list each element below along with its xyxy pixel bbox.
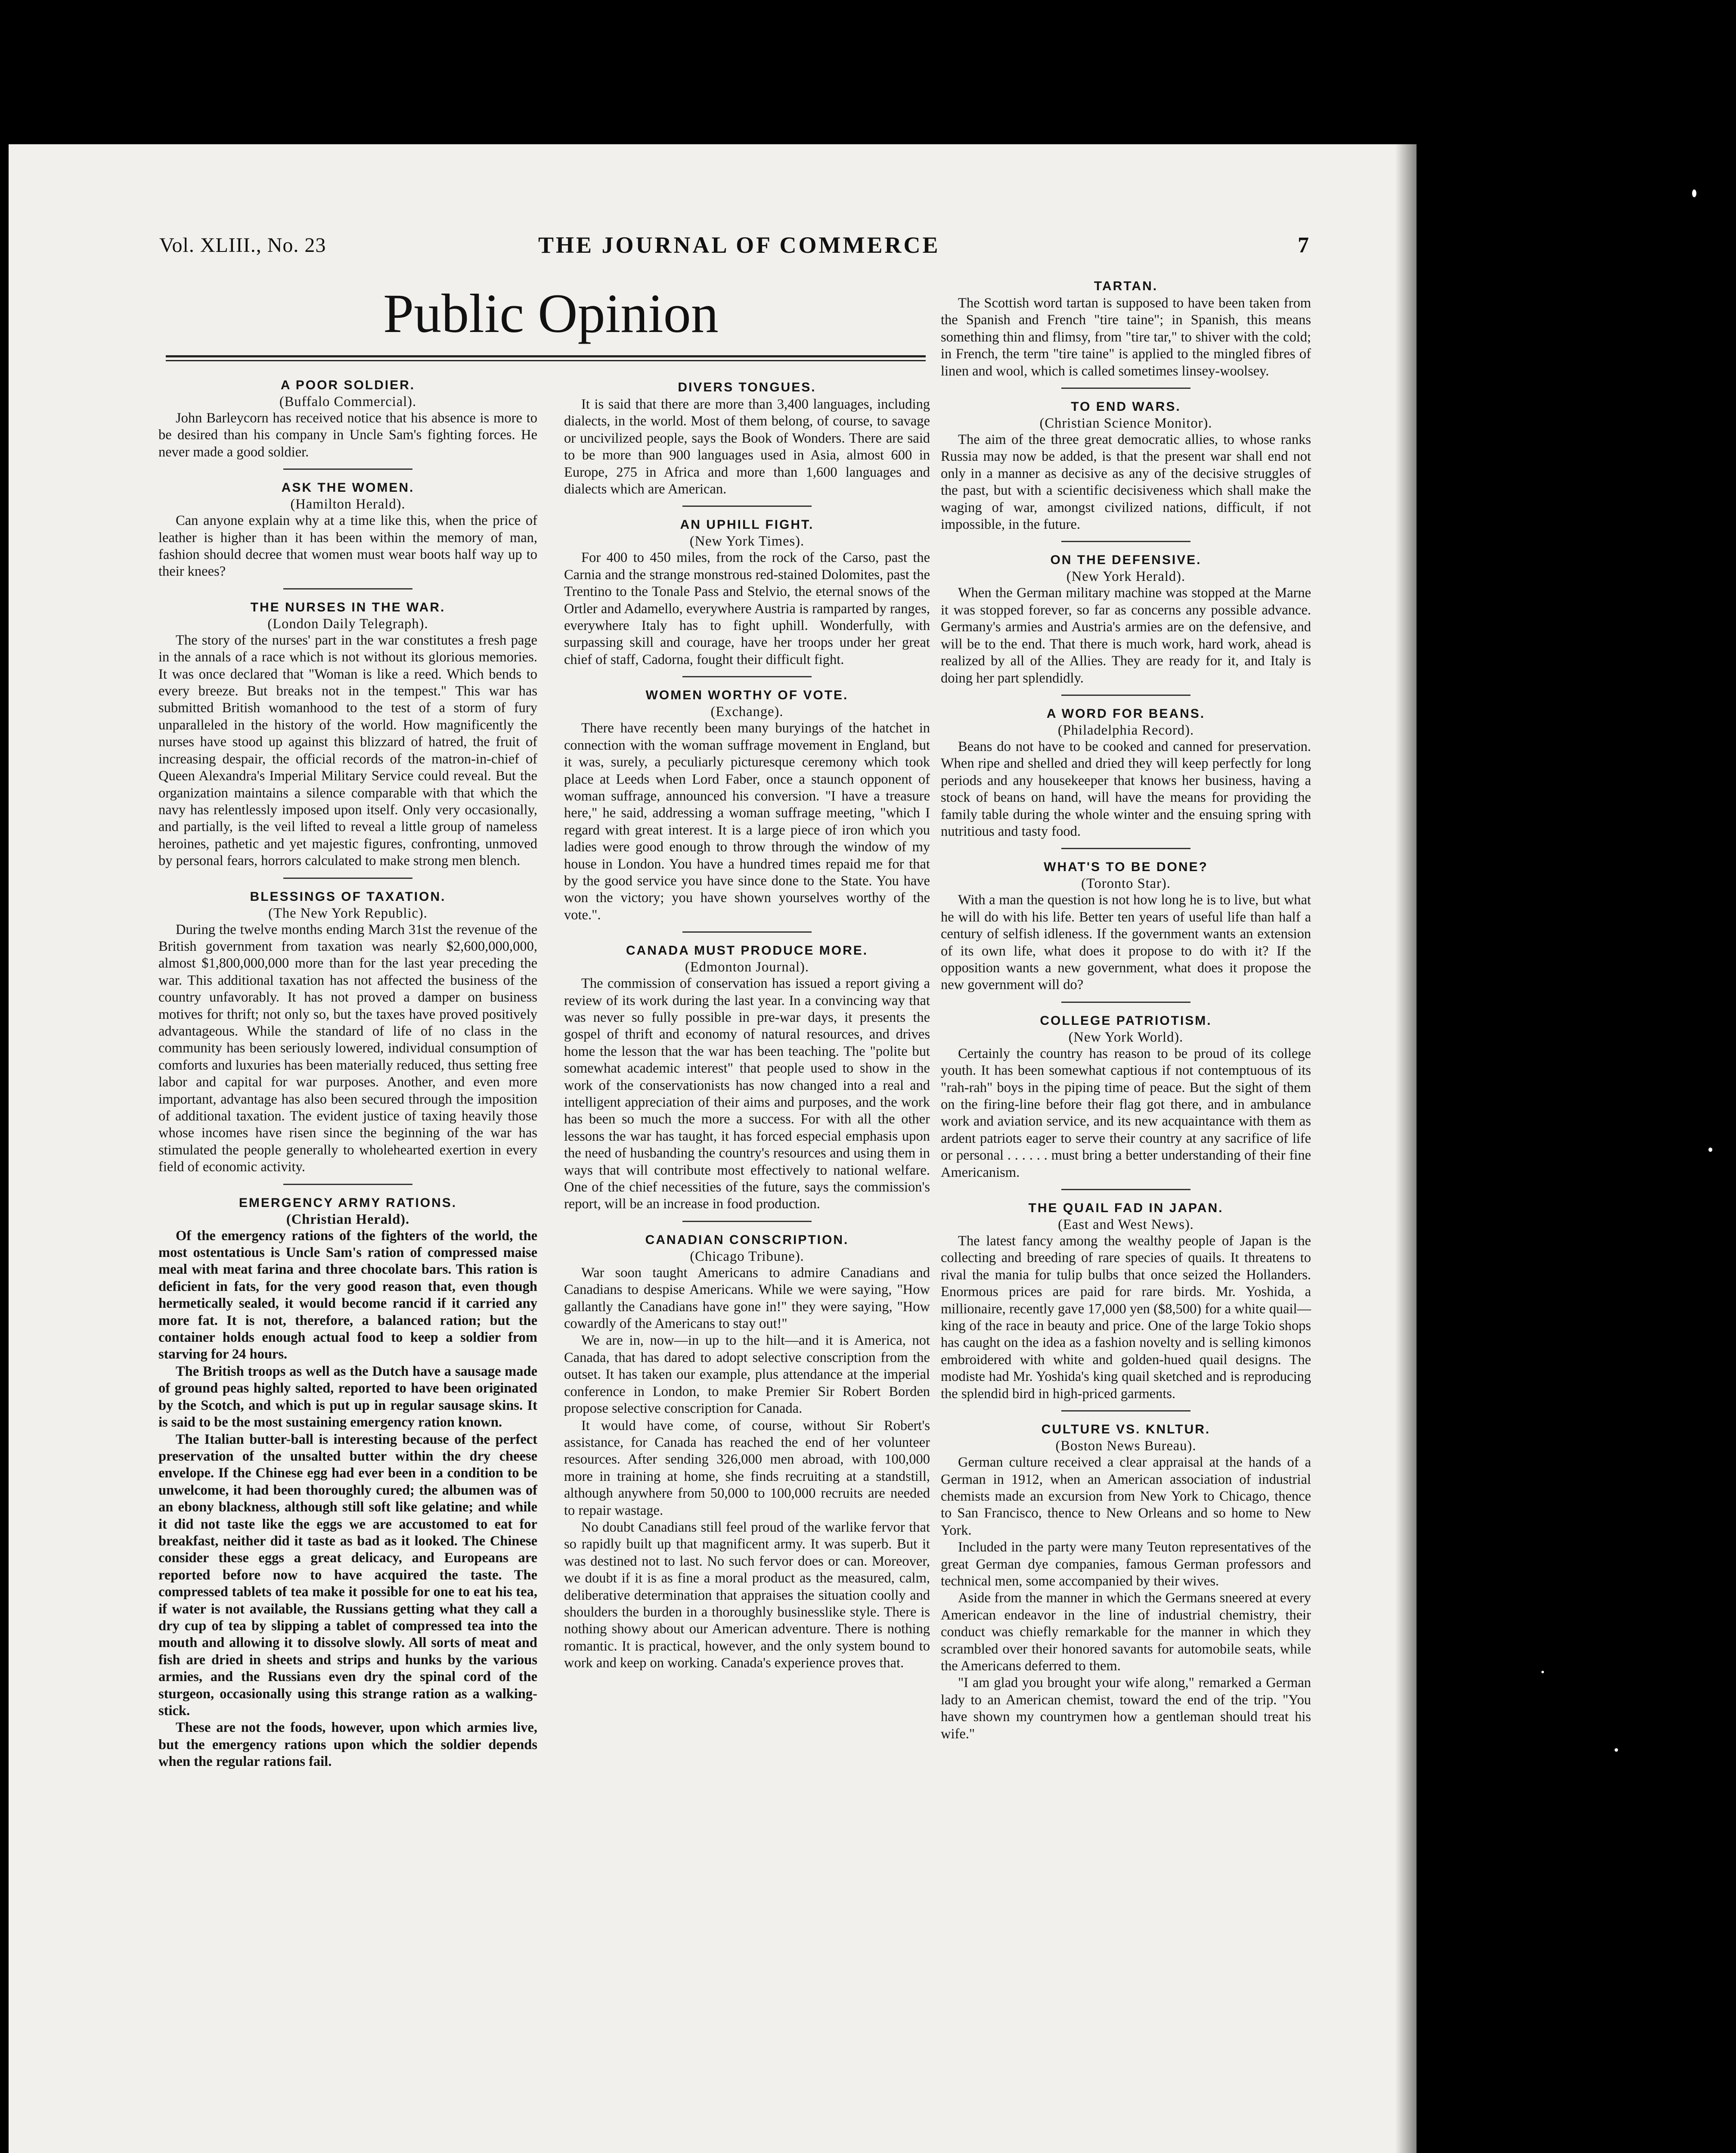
article-heading: TO END WARS. bbox=[1071, 400, 1181, 414]
article-body bbox=[564, 975, 930, 1213]
article bbox=[564, 687, 930, 933]
article bbox=[941, 859, 1311, 1002]
article bbox=[941, 398, 1311, 542]
article-paragraph: No doubt Canadians still feel proud of the warlike fervor that so rapidly built up that magnificent army. It was superb. But it was destined not to last. No such fervor does or can. Moreover, we doubt if it is as fine a moral product as the measured, calm, deliberative determination that appraises the situation coolly and shoulders the burden in a thoroughly businesslike style. There is nothing showy about our American adventure. There is nothing romantic. It is practical, however, and the only system bound to work and keep on working. Canada's experience proves that. bbox=[564, 1519, 930, 1671]
article-source: (Exchange). bbox=[710, 704, 784, 720]
article-paragraph: The Scottish word tartan is supposed to have been taken from the Spanish and French "tire taine"; in Spanish, this means something thin and flimsy, from "tire tar," to shiver with the cold; in French, the term "tire taine" is applied to the mingled fibres of linen and wool, which is called sometimes linsey-woolsey. bbox=[941, 295, 1311, 379]
article-body bbox=[158, 410, 537, 461]
film-speck bbox=[1615, 1748, 1618, 1752]
article-source: (Christian Herald). bbox=[286, 1211, 410, 1227]
article-heading: A WORD FOR BEANS. bbox=[1046, 706, 1206, 721]
article-heading: CANADA MUST PRODUCE MORE. bbox=[626, 943, 868, 958]
article-paragraph: The aim of the three great democratic allies, to whose ranks Russia may now be added, is that the present war shall end not only in a manner as decisive as any of the decisive struggles of the past, but with a scientific decisiveness which shall make the waging of war, amongst civilized nations, difficult, if not impossible, in the future. bbox=[941, 432, 1311, 533]
article-source: (Chicago Tribune). bbox=[690, 1248, 804, 1264]
article-paragraph: There have recently been many buryings of the hatchet in connection with the woman suffrage movement in England, but it was, surely, a peculiarly picturesque ceremony which took place at Leeds when Lord Faber, once a staunch opponent of woman suffrage, announced his conversion. "I have a treasure here," he said, addressing a woman suffrage meeting, "which I regard with great interest. It is a large piece of iron which you ladies were good enough to throw through the window of my house in London. You have a hundred times repaid me for that by the good service you have since done to the State. You have won the victory; you have shown yourselves worthy of the vote.". bbox=[564, 720, 930, 923]
volume-label: Vol. XLIII., No. 23 bbox=[159, 234, 326, 257]
article-paragraph: The commission of conservation has issued a report giving a review of its work during the last year. In a convincing way that was never so fully possible in pre-war days, it presents the gospel of thrift and economy of natural resources, and drives home the lesson that the war has been teaching. The "polite but somewhat academic interest" that people used to show in the work of the conservationists has now changed into a real and intelligent appreciation of their aims and purposes, and the work has been so much the more a success. For with all the other lessons the war has taught, it has forced especial emphasis upon the need of husbanding the country's resources and using them in ways that will contribute most effectively to national welfare. One of the chief necessities of the future, says the commission's report, will be an increase in food production. bbox=[564, 976, 930, 1212]
page-header bbox=[159, 228, 1309, 267]
article-paragraph: Certainly the country has reason to be proud of its college youth. It has been somewhat captious if not contemptuous of its "rah-rah" boys in the piping time of peace. But the sight of them on the firing-line before their flag got there, and in ambulance work and aviation service, and its new acquaintance with them as ardent patriots eager to serve their country at any sacrifice of life or personal . . . . . . must bring a better understanding of their fine Americanism. bbox=[941, 1045, 1311, 1180]
article-paragraph: These are not the foods, however, upon which armies live, but the emergency rations upon which the soldier depends when the regular rations fail. bbox=[158, 1720, 537, 1770]
column-3 bbox=[941, 278, 1311, 1752]
article-heading: BLESSINGS OF TAXATION. bbox=[250, 889, 446, 904]
article bbox=[158, 599, 537, 879]
article-paragraph: John Barleycorn has received notice that his absence is more to be desired than his company in Uncle Sam's fighting forces. He never made a good soldier. bbox=[158, 410, 537, 460]
article-body bbox=[158, 1228, 537, 1771]
article-paragraph: Can anyone explain why at a time like this, when the price of leather is higher than it has been within the memory of man, fashion should decree that women must wear boots half way up to their knees? bbox=[158, 513, 537, 580]
article-body bbox=[941, 295, 1311, 380]
article-source: (New York World). bbox=[1068, 1029, 1184, 1045]
article-source: (Toronto Star). bbox=[1081, 876, 1171, 892]
article-body bbox=[158, 921, 537, 1176]
scan-edge-shadow bbox=[1395, 144, 1417, 2153]
article-paragraph: German culture received a clear appraisal at the hands of a German in 1912, when an American association of industrial chemists made an excursion from New York to Chicago, thence to San Francisco, thence to New Orleans and so home to New York. bbox=[941, 1455, 1311, 1538]
article-body bbox=[941, 892, 1311, 993]
article-paragraph: For 400 to 450 miles, from the rock of the Carso, past the Carnia and the strange monstrous red-stained Dolomites, past the Trentino to the Tonale Pass and Stelvio, the eternal snows of the Ortler and Adamello, everywhere Austria is ramparted by ranges, everywhere Italy has to fight uphill. Wonderfully, with surpassing skill and courage, have her troops under her great chief of staff, Cadorna, fought their difficult fight. bbox=[564, 550, 930, 667]
article-heading: COLLEGE PATRIOTISM. bbox=[1040, 1013, 1212, 1028]
article bbox=[564, 1232, 930, 1672]
article-paragraph: "I am glad you brought your wife along," remarked a German lady to an American chemist, toward the end of the trip. "You have shown my countrymen how a gentleman should treat his wife." bbox=[941, 1675, 1311, 1742]
article-body bbox=[564, 549, 930, 668]
article bbox=[941, 1421, 1311, 1743]
page-number: 7 bbox=[1298, 233, 1309, 257]
article bbox=[564, 516, 930, 677]
article-body bbox=[941, 1233, 1311, 1402]
article-source: (New York Herald). bbox=[1066, 569, 1186, 585]
article bbox=[941, 705, 1311, 849]
article-paragraph: Included in the party were many Teuton representatives of the great German dye companies, famous German professors and technical men, some accompanied by their wives. bbox=[941, 1539, 1311, 1589]
article bbox=[564, 379, 930, 507]
article-source: (Boston News Bureau). bbox=[1055, 1438, 1197, 1454]
film-speck bbox=[1541, 1671, 1544, 1673]
article-paragraph: The Italian butter-ball is interesting because of the perfect preservation of the unsalted butter within the dry cheese envelope. If the Chinese egg had ever been in a condition to be unwelcome, it had been thoroughly cured; the albumen was of an ebony blackness, although still soft like gelatine; and while it did not taste like the eggs we are accustomed to eat for breakfast, neither did it taste as bad as it looked. The Chinese consider these eggs a great delicacy, and Europeans are reported before now to have acquired the taste. The compressed tablets of tea make it possible for one to eat his tea, if water is not available, the Russians getting what they call a dry cup of tea by slipping a tablet of compressed tea into the mouth and allowing it to dissolve slowly. All sorts of meat and fish are dried in sheets and strips and hunks by the various armies, and the Russians even dry the spinal cord of the sturgeon, occasionally using this strange ration as a walking-stick. bbox=[158, 1431, 537, 1719]
article-heading: EMERGENCY ARMY RATIONS. bbox=[239, 1195, 457, 1210]
article-source: (Buffalo Commercial). bbox=[279, 394, 417, 410]
article-source: (New York Times). bbox=[689, 534, 805, 549]
article bbox=[158, 479, 537, 589]
article-heading: WHAT'S TO BE DONE? bbox=[1044, 860, 1208, 875]
article-paragraph: Beans do not have to be cooked and canned for preservation. When ripe and shelled and dried they will keep perfectly for long periods and any housekeeper that knows her business, having a stock of beans on hand, will have the means for providing the family table during the whole winter and the ensuing spring with nutritious and tasty food. bbox=[941, 738, 1311, 839]
film-speck bbox=[1692, 189, 1696, 197]
article-source: (Philadelphia Record). bbox=[1057, 722, 1194, 738]
article-paragraph: It is said that there are more than 3,400 languages, including dialects, in the world. Most of them belong, of course, to savage or uncivilized people, says the Book of Wonders. There are said to be more than 900 languages used in Asia, almost 600 in Europe, 275 in Africa and more than 1,600 languages and dialects which are American. bbox=[564, 397, 930, 497]
article-paragraph: War soon taught Americans to admire Canadians and Canadians to despise Americans. While we were saying, "How gallantly the Canadians have gone in!" they were saying, "How cowardly of the Americans to stay out!" bbox=[564, 1265, 930, 1332]
article-body bbox=[564, 1265, 930, 1672]
article bbox=[941, 1012, 1311, 1190]
article-body bbox=[564, 396, 930, 498]
article-heading: ASK THE WOMEN. bbox=[281, 481, 415, 495]
article-body bbox=[941, 738, 1311, 840]
article-body bbox=[158, 632, 537, 870]
masthead: THE JOURNAL OF COMMERCE bbox=[538, 232, 940, 258]
article-heading: AN UPHILL FIGHT. bbox=[680, 518, 814, 532]
article bbox=[941, 1200, 1311, 1412]
article-paragraph: We are in, now—in up to the hilt—and it is America, not Canada, that has dared to adopt selective conscription from the outset. It has taken our example, plus attendance at the imperial conference in London, to make Premier Sir Robert Borden propose selective conscription for Canada. bbox=[564, 1333, 930, 1417]
article-heading: THE QUAIL FAD IN JAPAN. bbox=[1028, 1201, 1224, 1216]
article-heading: CULTURE VS. KNLTUR. bbox=[1041, 1422, 1211, 1437]
article-paragraph: It would have come, of course, without Sir Robert's assistance, for Canada has reached the end of her volunteer resources. After sending 326,000 men abroad, with 100,000 more in training at home, she finds recruiting at a standstill, although anywhere from 50,000 to 100,000 recruits are needed to repair wastage. bbox=[564, 1418, 930, 1518]
article-paragraph: The British troops as well as the Dutch have a sausage made of ground peas highly salted, reported to have been originated by the Scotch, and which is put up in regular sausage skins. It is said to be the most sustaining emergency ration known. bbox=[158, 1363, 537, 1430]
column-1 bbox=[158, 377, 537, 1780]
article-source: (Christian Science Monitor). bbox=[1039, 416, 1212, 431]
article-body bbox=[941, 431, 1311, 533]
article-heading: CANADIAN CONSCRIPTION. bbox=[645, 1232, 849, 1247]
article-heading: A POOR SOLDIER. bbox=[280, 378, 415, 392]
article-heading: TARTAN. bbox=[1094, 279, 1158, 293]
article-paragraph: The latest fancy among the wealthy people of Japan is the collecting and breeding of rare species of quails. It threatens to rival the mania for tulip bulbs that once seized the Hollanders. Enormous prices are paid for rare birds. Mr. Yoshida, a millionaire, recently gave 17,000 yen ($8,500) for a white quail—king of the race in beauty and price. One of the large Tokio shops has caught on the idea as a fashion novelty and is selling kimonos embroidered with white and golden-hued quail designs. The modiste had Mr. Yoshida's king quail sketched and is reproducing the splendid bird in high-priced garments. bbox=[941, 1233, 1311, 1402]
article bbox=[158, 377, 537, 470]
page-title: Public Opinion bbox=[383, 283, 719, 344]
article bbox=[158, 1194, 537, 1771]
article-body bbox=[941, 1454, 1311, 1743]
article-source: (East and West News). bbox=[1058, 1217, 1194, 1233]
article-source: (The New York Republic). bbox=[268, 905, 428, 921]
article-paragraph: The story of the nurses' part in the war constitutes a fresh page in the annals of a race which is not without its glorious memories. It was once declared that "Woman is like a reed. Which bends to every breeze. But breaks not in the tempest." This war has submitted British womanhood to the test of a storm of fury unparalleled in the history of the world. How magnificently the nurses have stood up against this blizzard of hatred, the fruit of increasing despair, the official records of the matron-in-chief of Queen Alexandra's Imperial Military Service could reveal. But the organization maintains a silence comparable with that which the navy has relentlessly imposed upon itself. Only very occasionally, and partially, is the veil lifted to reveal a little group of nameless heroines, pathetic and yet majestic figures, confronting, unmoved by personal fears, horrors calculated to make strong men blench. bbox=[158, 632, 537, 869]
article-body bbox=[158, 512, 537, 580]
article bbox=[564, 942, 930, 1222]
column-2 bbox=[564, 379, 930, 1681]
article-paragraph: With a man the question is not how long he is to live, but what he will do with his life. Better ten years of useful life than half a century of selfish idleness. If the government wants an extension of its own life, what does it propose to do with it? If the opposition wants a new government, what does it propose the new government will do? bbox=[941, 892, 1311, 993]
article-paragraph: When the German military machine was stopped at the Marne it was stopped forever, so far as concerns any possible advance. Germany's armies and Austria's armies are on the defensive, and will be to the end. That there is much work, hard work, ahead is realized by all of the Allies. They are ready for it, and Italy is doing her part splendidly. bbox=[941, 585, 1311, 686]
article-source: (Edmonton Journal). bbox=[685, 959, 809, 975]
article-body bbox=[941, 1045, 1311, 1181]
article-paragraph: Of the emergency rations of the fighters of the world, the most ostentatious is Uncle Sam's ration of compressed maise meal with meat farina and three chocolate bars. This ration is deficient in fats, for the very good reason that, even though hermetically sealed, it would become rancid if it carried any more fat. It is not, therefore, a balanced ration; but the container holds enough actual food to keep a soldier from starving for 24 hours. bbox=[158, 1228, 537, 1362]
article-paragraph: During the twelve months ending March 31st the revenue of the British government from taxation was nearly $2,600,000,000, almost $1,800,000,000 more than for the last year preceding the war. This additional taxation has not affected the business of the country unfavorably. It has not proved a damper on business motives for thrift; not only so, but the taxes have proved positively advantageous. While the standard of life of no class in the community has been seriously lowered, individual consumption of comforts and luxuries has been materially reduced, thus setting free labor and capital for war purposes. Another, and even more important, advantage has also been secured through the imposition of additional taxation. The evident justice of taxing heavily those whose incomes have risen since the beginning of the war has stimulated the people generally to wholehearted exertion in every field of economic activity. bbox=[158, 921, 537, 1175]
article-source: (Hamilton Herald). bbox=[290, 496, 406, 512]
article-source: (London Daily Telegraph). bbox=[267, 616, 428, 632]
article-heading: DIVERS TONGUES. bbox=[678, 380, 816, 394]
article-body bbox=[564, 720, 930, 924]
article-heading: WOMEN WORTHY OF VOTE. bbox=[645, 688, 849, 703]
article bbox=[941, 278, 1311, 389]
article-paragraph: Aside from the manner in which the Germans sneered at every American endeavor in the line of industrial chemistry, their conduct was chiefly remarkable for the manner in which they scrambled over their honored savants for automobile seats, while the Americans deferred to them. bbox=[941, 1590, 1311, 1674]
film-speck bbox=[1708, 1148, 1712, 1152]
article bbox=[941, 552, 1311, 695]
title-rule bbox=[166, 355, 926, 361]
article-body bbox=[941, 585, 1311, 686]
article bbox=[158, 888, 537, 1185]
article-heading: ON THE DEFENSIVE. bbox=[1050, 553, 1202, 568]
article-heading: THE NURSES IN THE WAR. bbox=[250, 600, 446, 614]
